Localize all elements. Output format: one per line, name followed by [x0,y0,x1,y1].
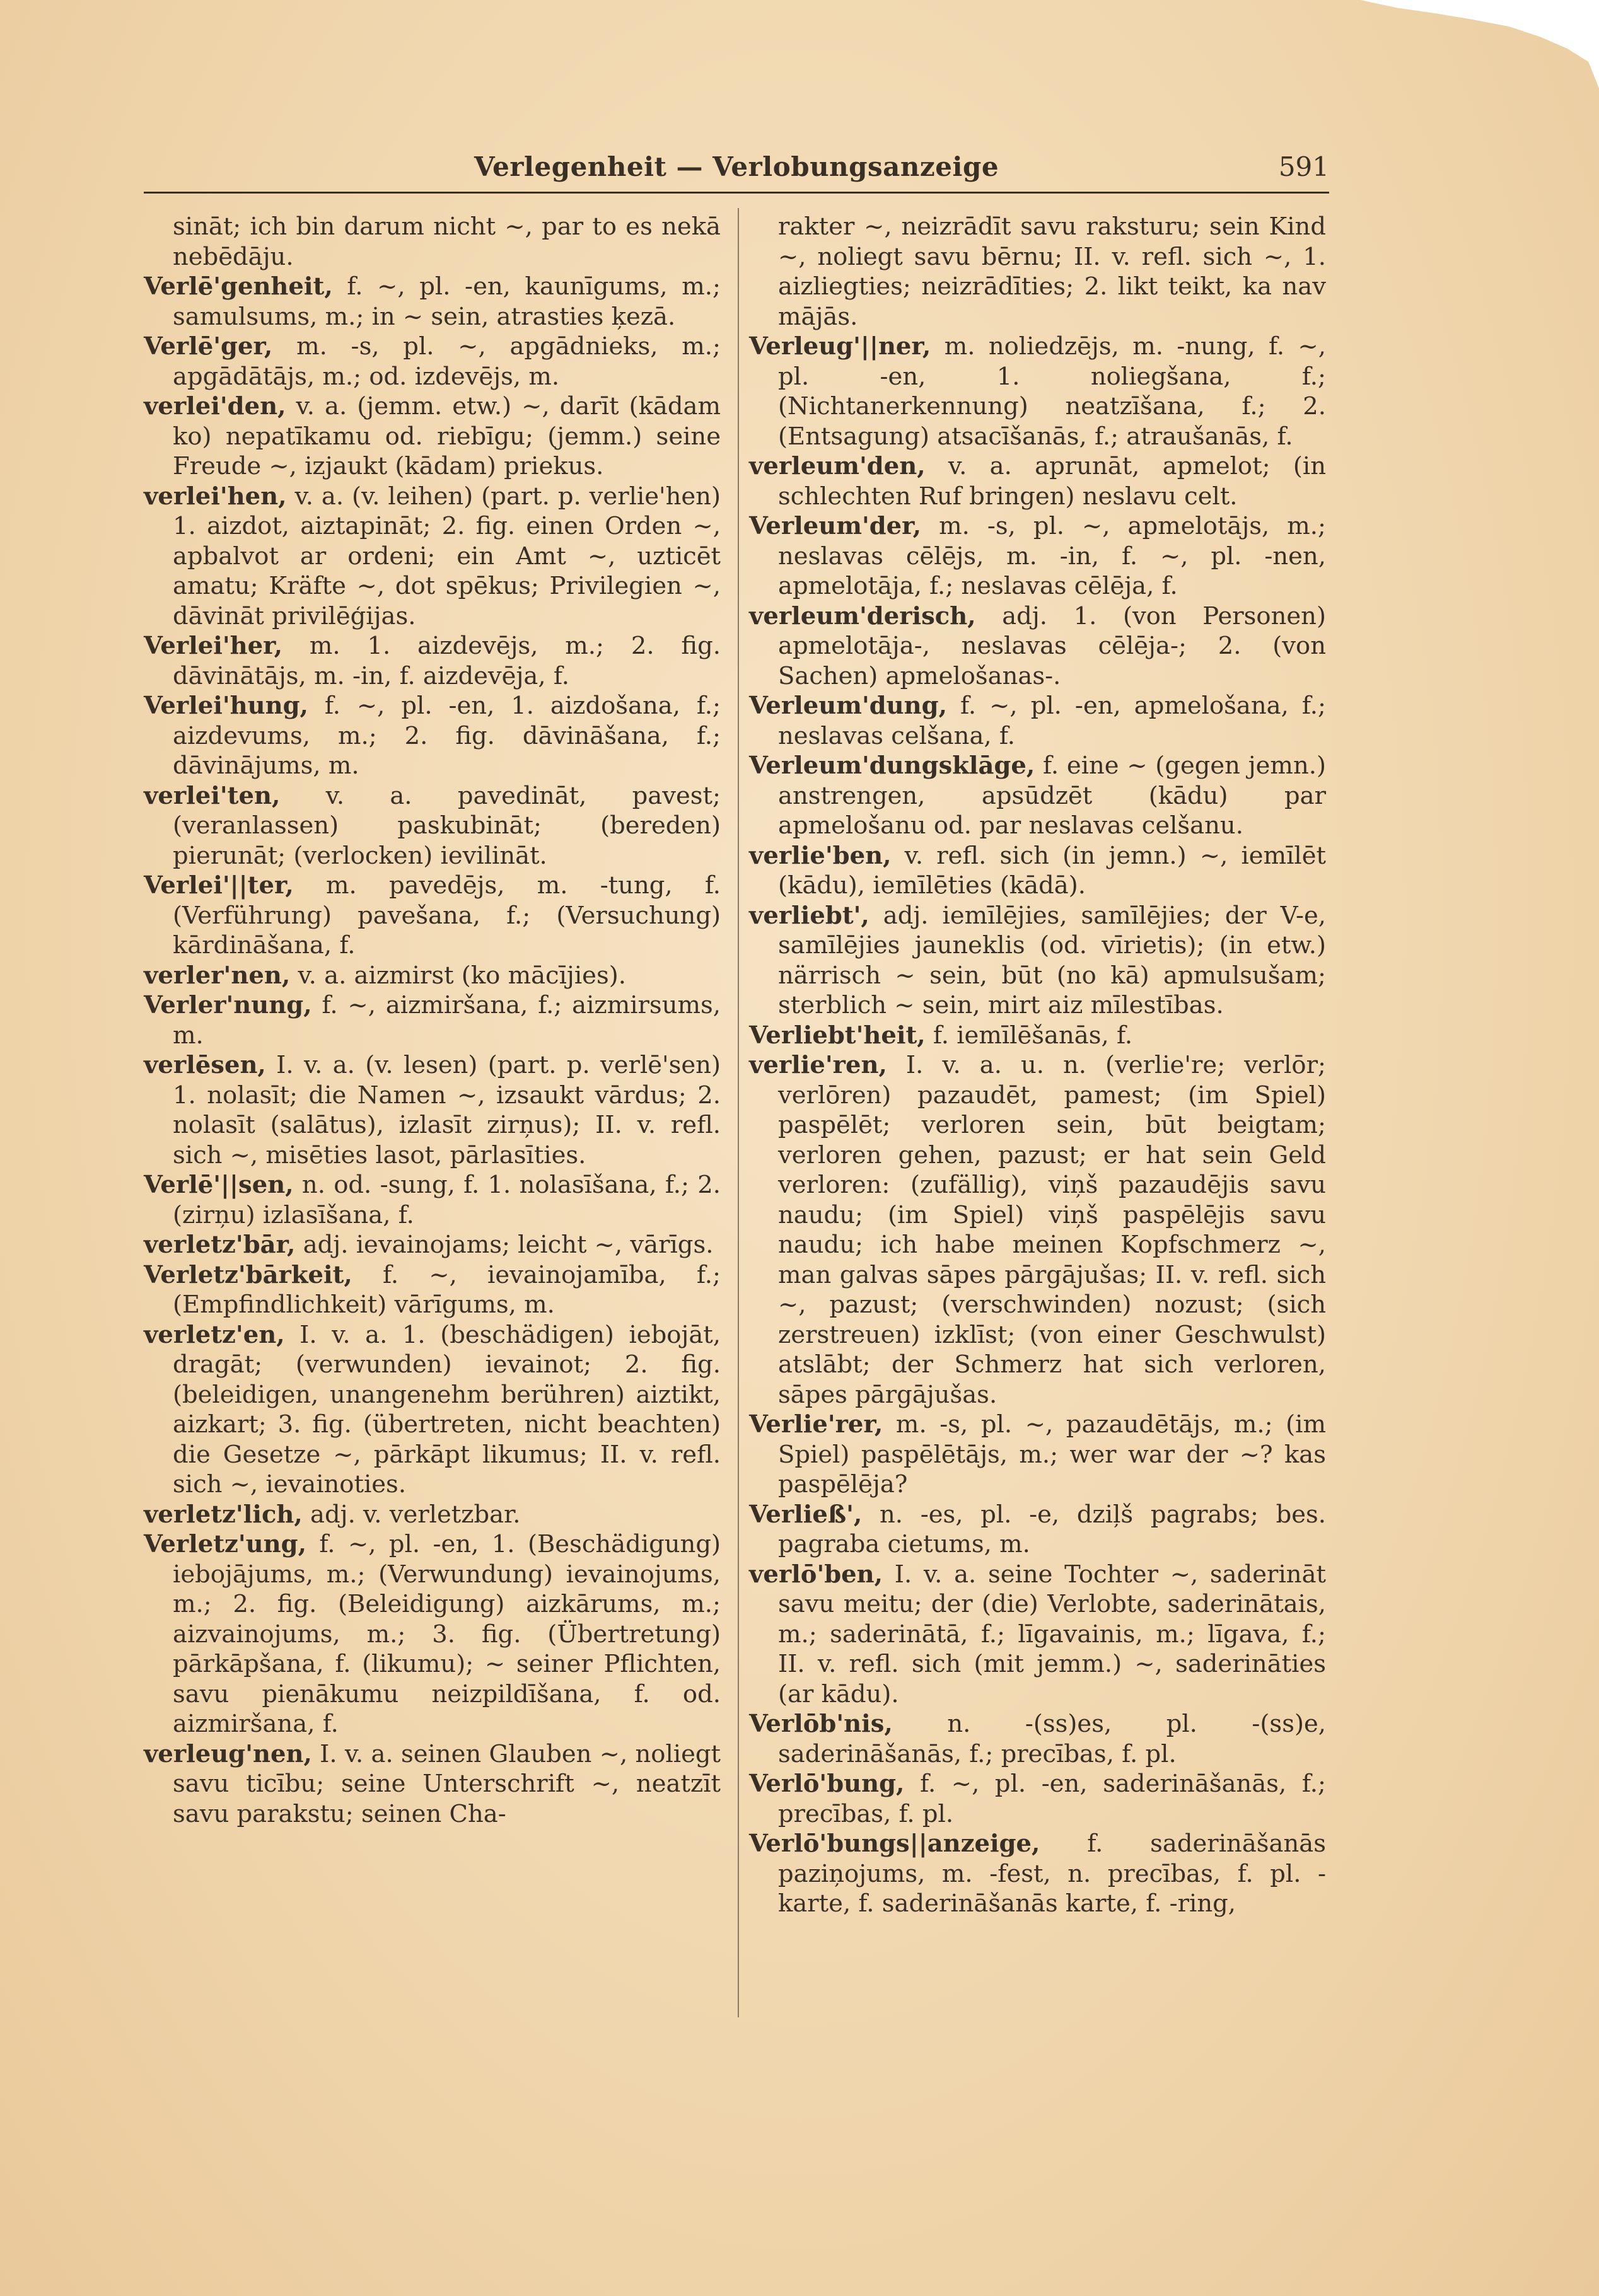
entry-definition: m. pavedējs, m. -tung, f. (Verführung) pavešana, f.; (Versuchung) kārdināšana, f. [173,871,721,960]
dictionary-entry [749,1560,1326,1710]
entry-definition: v. a. (jemm. etw.) ~, darīt (kādam ko) nepatīkamu od. riebīgu; (jemm.) seine Freude ~, izjaukt (kādam) priekus. [173,392,721,480]
entry-headword: verleum'derisch, [749,601,976,630]
entry-definition: f. ~, aizmiršana, f.; aizmirsums, m. [173,991,721,1050]
entry-definition: v. refl. sich (in jemn.) ~, iemīlēt (kādu), iemīlēties (kādā). [778,841,1326,900]
entry-definition: adj. iemīlējies, samīlējies; der V-e, samīlējies jauneklis (od. vīrietis); (in etw.) närrisch ~ sein, būt (no kā) apmulsušam; sterblich ~ sein, mirt aiz mīlestības. [778,901,1326,1019]
entry-headword: Verletz'ung, [144,1530,306,1558]
right-column [749,212,1326,1919]
entry-headword: Verleug'||ner, [749,332,931,361]
dictionary-entry [749,1709,1326,1769]
dictionary-entry [749,212,1326,332]
header-rule [144,192,1329,194]
running-header-title: Verlegenheit — Verlobungsanzeige [474,151,999,182]
entry-definition: m. noliedzējs, m. -nung, f. ~, pl. -en, 1. noliegšana, f.; (Nichtanerkennung) neatzīšana, f.; 2. (Entsagung) atsacīšanās, f.; atraušanās, f. [778,332,1326,451]
dictionary-entry [144,631,721,691]
entry-definition: f. ~, pl. -en, 1. (Beschädigung) iebojājums, m.; (Verwundung) ievainojums, m.; 2. fig. (Beleidigung) aizkārums, m.; aizvainojums, m.; 3. fig. (Übertretung) pārkāpšana, f. (likumu); ~ seiner Pflichten, savu pienākumu neizpildīšana, f. od. aizmiršana, f. [173,1530,721,1738]
dictionary-entry [144,1050,721,1170]
entry-definition: m. -s, pl. ~, pazaudētājs, m.; (im Spiel) paspēlētājs, m.; wer war der ~? kas paspēlēja? [778,1410,1326,1499]
entry-headword: Verleum'dungsklāge, [749,751,1035,780]
dictionary-entry [144,212,721,272]
entry-headword: Verleum'dung, [749,692,947,720]
dictionary-entry [749,511,1326,601]
entry-definition: adj. v. verletzbar. [302,1500,521,1529]
entry-definition: f. saderināšanās paziņojums, m. -fest, n. precības, f. pl. -karte, f. saderināšanās karte, f. -ring, [778,1829,1326,1918]
entry-definition: f. eine ~ (gegen jemn.) anstrengen, apsūdzēt (kādu) par apmelošanu od. par neslavas celšanu. [778,751,1326,840]
dictionary-entry [144,391,721,482]
entry-headword: verleug'nen, [144,1739,312,1768]
entry-headword: verlie'ben, [749,841,892,870]
entry-definition: m. -s, pl. ~, apmelotājs, m.; neslavas cēlējs, m. -in, f. ~, pl. -nen, apmelotāja, f.; neslavas cēlēja, f. [778,512,1326,600]
entry-definition: f. iemīlēšanās, f. [925,1021,1133,1050]
entry-headword: verletz'bār, [144,1231,296,1259]
page-number: 591 [1278,151,1329,182]
entry-headword: Verlō'bung, [749,1770,905,1798]
dictionary-entry [749,1500,1326,1560]
dictionary-entry [144,332,721,391]
dictionary-entry [144,691,721,781]
entry-headword: verlei'den, [144,392,286,420]
entry-definition: I. v. a. u. n. (verlie're; verlōr; verlōren) pazaudēt, pamest; (im Spiel) paspēlēt; verloren sein, būt beigtam; verloren gehen, pazust; er hat sein Geld verloren: (zufällig), viņš pazaudējis savu naudu; (im Spiel) viņš paspēlējis savu naudu; ich habe meinen Kopfschmerz ~, man galvas sāpes pārgājušas; II. v. refl. sich ~, pazust; (verschwinden) nozust; (sich zerstreuen) izklīst; (von einer Geschwulst) atslābt; der Schmerz hat sich verloren, sāpes pārgājušas. [778,1051,1326,1409]
entry-definition: v. a. aprunāt, apmelot; (in schlechten Ruf bringen) neslavu celt. [778,452,1326,511]
entry-headword: verletz'en, [144,1320,285,1349]
entry-headword: verlie'ren, [749,1051,887,1079]
dictionary-entry [749,751,1326,841]
dictionary-entry [749,901,1326,1021]
dictionary-entry [749,332,1326,451]
entry-definition: f. ~, ievainojamība, f.; (Empfindlichkeit) vārīgums, m. [173,1260,721,1319]
dictionary-entry [144,272,721,332]
entry-headword: Verlei'hung, [144,692,308,720]
entry-definition: f. ~, pl. -en, saderināšanās, f.; precības, f. pl. [778,1770,1326,1828]
column-divider [738,208,739,2017]
entry-headword: Verlē'ger, [144,332,273,361]
running-header [144,146,1329,190]
dictionary-entry [144,1739,721,1829]
dictionary-entry [144,781,721,871]
entry-definition: m. 1. aizdevējs, m.; 2. fig. dāvinātājs, m. -in, f. aizdevēja, f. [173,632,721,690]
entry-headword: Verleum'der, [749,512,922,540]
entry-definition: v. a. aizmirst (ko mācījies). [290,961,626,990]
entry-definition: I. v. a. seinen Glauben ~, noliegt savu ticību; seine Unterschrift ~, neatzīt savu parakstu; seinen Cha- [173,1739,721,1828]
dictionary-entry [749,1829,1326,1919]
entry-definition: m. -s, pl. ~, apgādnieks, m.; apgādātājs, m.; od. izdevējs, m. [173,332,721,391]
entry-headword: Verließ', [749,1500,863,1529]
entry-definition: n. -es, pl. -e, dziļš pagrabs; bes. pagraba cietums, m. [778,1500,1326,1558]
dictionary-entry [749,1050,1326,1410]
entry-definition: rakter ~, neizrādīt savu raksturu; sein Kind ~, noliegt savu bērnu; II. v. refl. sich ~, 1. aizliegties; neizrādīties; 2. likt teikt, ka nav mājās. [778,212,1326,331]
entry-definition: v. a. pavedināt, pavest; (veranlassen) paskubināt; (bereden) pierunāt; (verlocken) ievilināt. [173,781,721,870]
dictionary-entry [144,1529,721,1739]
entry-headword: verletz'lich, [144,1500,303,1529]
dictionary-entry [144,871,721,961]
entry-definition: adj. 1. (von Personen) apmelotāja-, neslavas cēlēja-; 2. (von Sachen) apmelošanas-. [778,601,1326,690]
dictionary-entry [749,601,1326,692]
dictionary-entry [144,1260,721,1320]
entry-definition: adj. ievainojams; leicht ~, vārīgs. [295,1231,714,1259]
entry-headword: Verlōb'nis, [749,1710,893,1738]
dictionary-entry [749,1769,1326,1829]
entry-headword: Verlei'||ter, [144,871,294,900]
entry-headword: Verliebt'heit, [749,1021,926,1050]
entry-headword: verliebt', [749,901,869,930]
entry-headword: Verlei'her, [144,632,283,660]
entry-definition: n. -(ss)es, pl. -(ss)e, saderināšanās, f.; precības, f. pl. [778,1710,1326,1768]
entry-headword: verlei'ten, [144,781,281,810]
entry-definition: I. v. a. (v. lesen) (part. p. verlē'sen) 1. nolasīt; die Namen ~, izsaukt vārdus; 2. nolasīt (salātus), izlasīt zirņus); II. v. refl. sich ~, misēties lasot, pārlasīties. [173,1051,721,1169]
dictionary-entry [749,451,1326,511]
dictionary-entry [144,1500,721,1530]
dictionary-entry [144,1320,721,1500]
entry-headword: Verler'nung, [144,991,312,1019]
left-column [144,212,721,1829]
entry-headword: Verlie'rer, [749,1410,883,1439]
entry-definition: sināt; ich bin darum nicht ~, par to es nekā nebēdāju. [173,212,721,271]
entry-headword: verlō'ben, [749,1560,883,1589]
dictionary-entry [749,1410,1326,1500]
entry-definition: f. ~, pl. -en, apmelošana, f.; neslavas celšana, f. [778,692,1326,750]
entry-headword: verler'nen, [144,961,291,990]
entry-definition: I. v. a. seine Tochter ~, saderināt savu meitu; der (die) Verlobte, saderinātais, m.; saderinātā, f.; līgavainis, m.; līgava, f.; II. v. refl. sich (mit jemm.) ~, saderināties (ar kādu). [778,1560,1326,1708]
entry-headword: Verlē'||sen, [144,1171,294,1199]
dictionary-entry [749,841,1326,901]
entry-headword: Verlō'bungs||anzeige, [749,1829,1040,1858]
entry-headword: verlēsen, [144,1051,266,1079]
entry-headword: Verletz'bārkeit, [144,1260,352,1289]
dictionary-entry [144,961,721,991]
dictionary-entry [144,1170,721,1230]
entry-definition: n. od. -sung, f. 1. nolasīšana, f.; 2. (zirņu) izlasīšana, f. [173,1171,721,1229]
dictionary-entry [749,1021,1326,1051]
dictionary-entry [144,990,721,1050]
dictionary-entry [749,691,1326,751]
entry-definition: f. ~, pl. -en, kaunīgums, m.; samulsums, m.; in ~ sein, atrasties ķezā. [173,272,721,331]
entry-headword: verleum'den, [749,452,926,480]
entry-definition: I. v. a. 1. (beschädigen) iebojāt, dragāt; (verwunden) ievainot; 2. fig. (beleidigen, unangenehm berühren) aiztikt, aizkart; 3. fig. (übertreten, nicht beachten) die Gesetze ~, pārkāpt likumus; II. v. refl. sich ~, ievainoties. [173,1320,721,1499]
entry-definition: v. a. (v. leihen) (part. p. verlie'hen) 1. aizdot, aiztapināt; 2. fig. einen Orden ~, apbalvot ar ordeni; ein Amt ~, uzticēt amatu; Kräfte ~, dot spēkus; Privilegien ~, dāvināt privilēģijas. [173,482,721,630]
dictionary-entry [144,482,721,632]
entry-headword: verlei'hen, [144,482,287,511]
entry-headword: Verlē'genheit, [144,272,333,301]
entry-definition: f. ~, pl. -en, 1. aizdošana, f.; aizdevums, m.; 2. fig. dāvināšana, f.; dāvinājums, m. [173,692,721,780]
dictionary-entry [144,1230,721,1260]
